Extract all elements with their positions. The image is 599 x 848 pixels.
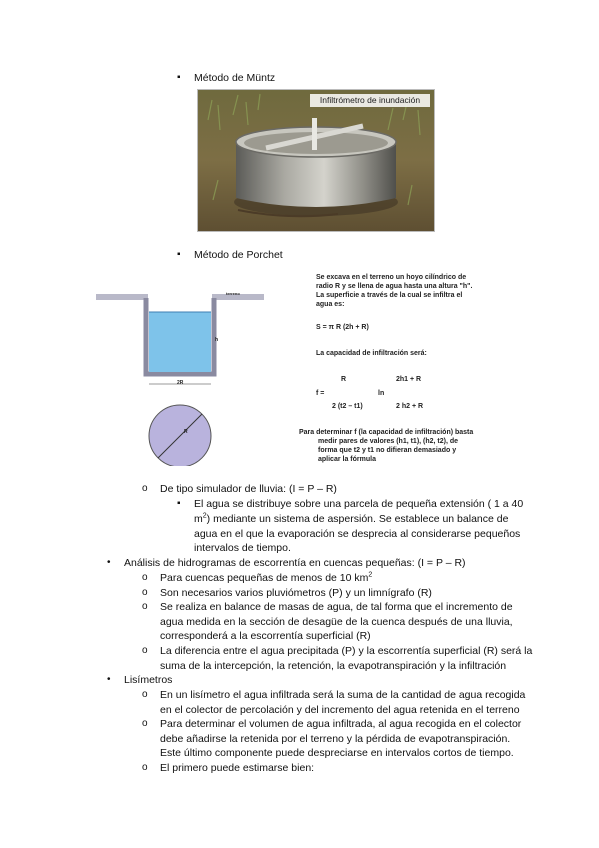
- bullet-circle: o: [142, 601, 148, 612]
- lisimetros-line-3: Para determinar el volumen de agua infiltrada, al agua recogida en el colector: [160, 718, 522, 730]
- bullet-circle: o: [142, 645, 148, 656]
- section-title-porchet: Método de Porchet: [194, 249, 283, 261]
- bullet-circle: o: [142, 718, 148, 729]
- formula-den2: 2 h2 + R: [396, 403, 424, 410]
- analisis-line-1: Para cuencas pequeñas de menos de 10 $km^2$: [160, 571, 373, 584]
- item-lisimetros: Lisímetros: [124, 674, 173, 686]
- porchet-desc-3: La superficie a través de la cual se infiltra el: [316, 292, 463, 299]
- bullet-circle: o: [142, 572, 148, 583]
- formula-num: 2h1 + R: [396, 376, 422, 383]
- porchet-desc-4: agua es:: [316, 301, 345, 308]
- determine-2: medir pares de valores (h1, t1), (h2, t2), de: [318, 438, 459, 445]
- formula-ln: ln: [378, 390, 385, 397]
- bullet-square: ▪: [177, 498, 181, 509]
- bullet-circle: o: [142, 483, 148, 494]
- porchet-desc-1: Se excava en el terreno un hoyo cilíndrico de: [316, 274, 467, 281]
- lisimetros-line-1: En un lisímetro el agua infiltrada será la suma de la cantidad de agua recogida: [160, 689, 526, 701]
- section-title-muntz: Método de Müntz: [194, 72, 276, 84]
- surface-formula: S = π R (2h + R): [316, 324, 369, 331]
- bullet-disc: •: [107, 674, 111, 685]
- analisis-line-4: agua medida en la sección de desagüe de la cuenca después de una lluvia,: [160, 616, 513, 628]
- lisimetros-line-6: El primero puede estimarse bien:: [160, 762, 315, 774]
- diagram-label-terreno: terreno: [226, 291, 240, 296]
- diagram-label-h: h: [215, 337, 219, 343]
- photo-badge: Infiltrómetro de inundación: [310, 94, 430, 107]
- diagram-label-r: R: [184, 429, 188, 435]
- item-analisis: Análisis de hidrogramas de escorrentía en cuencas pequeñas: (I = P – R): [124, 557, 466, 569]
- formula-den1: 2 (t2 – t1): [332, 403, 363, 410]
- diagram-label-2r: 2R: [177, 380, 184, 386]
- lisimetros-line-5: Este último componente puede despreciarse en intervalos cortos de tiempo.: [160, 747, 514, 759]
- bullet-circle: o: [142, 689, 148, 700]
- bullet-square: ▪: [177, 249, 181, 260]
- capacity-text: La capacidad de infiltración será:: [316, 350, 427, 357]
- determine-3: forma que t2 y t1 no difieran demasiado y: [318, 447, 457, 454]
- analisis-line-7: suma de la intercepción, la retención, la evapotranspiración y la infiltración: [160, 660, 507, 672]
- determine-4: aplicar la fórmula: [318, 456, 376, 463]
- analisis-line-5: corresponderá a la escorrentía superficial (R): [160, 630, 371, 642]
- formula-r: R: [341, 376, 347, 383]
- bullet-disc: •: [107, 557, 111, 568]
- porchet-desc-2: radio R y se llena de agua hasta una altura "h".: [316, 283, 473, 290]
- infiltrometer-illustration: [198, 90, 434, 231]
- item-simulador: De tipo simulador de lluvia: (I = P – R): [160, 483, 337, 495]
- lisimetros-line-2: en el colector de percolación y del incremento del agua retenida en el terreno: [160, 704, 520, 716]
- simulador-line-1: El agua se distribuye sobre una parcela de pequeña extensión ( 1 a 40: [194, 498, 524, 510]
- determine-1: Para determinar f (la capacidad de infiltración) basta: [299, 429, 474, 436]
- bullet-circle: o: [142, 587, 148, 598]
- formula-f: f =: [316, 390, 325, 397]
- bullet-square: ▪: [177, 72, 181, 83]
- analisis-line-2: Son necesarios varios pluviómetros (P) y un limnígrafo (R): [160, 587, 432, 599]
- analisis-line-6: La diferencia entre el agua precipitada (P) y la escorrentía superficial (R) será la: [160, 645, 533, 657]
- bullet-circle: o: [142, 762, 148, 773]
- simulador-line-2: $m^2$) mediante un sistema de aspersión. Se establece un balance de: [194, 512, 509, 525]
- simulador-line-3: agua en el que la evaporación se desprecia al considerarse pequeños: [194, 528, 521, 540]
- porchet-diagram: [92, 286, 272, 466]
- analisis-line-3: Se realiza en balance de masas de agua, de tal forma que el incremento de: [160, 601, 513, 613]
- infiltrometer-photo: [197, 89, 435, 232]
- simulador-line-4: intervalos de tiempo.: [194, 542, 291, 554]
- lisimetros-line-4: debe añadirse la retenida por el terreno y la pérdida de evapotranspiración.: [160, 733, 511, 745]
